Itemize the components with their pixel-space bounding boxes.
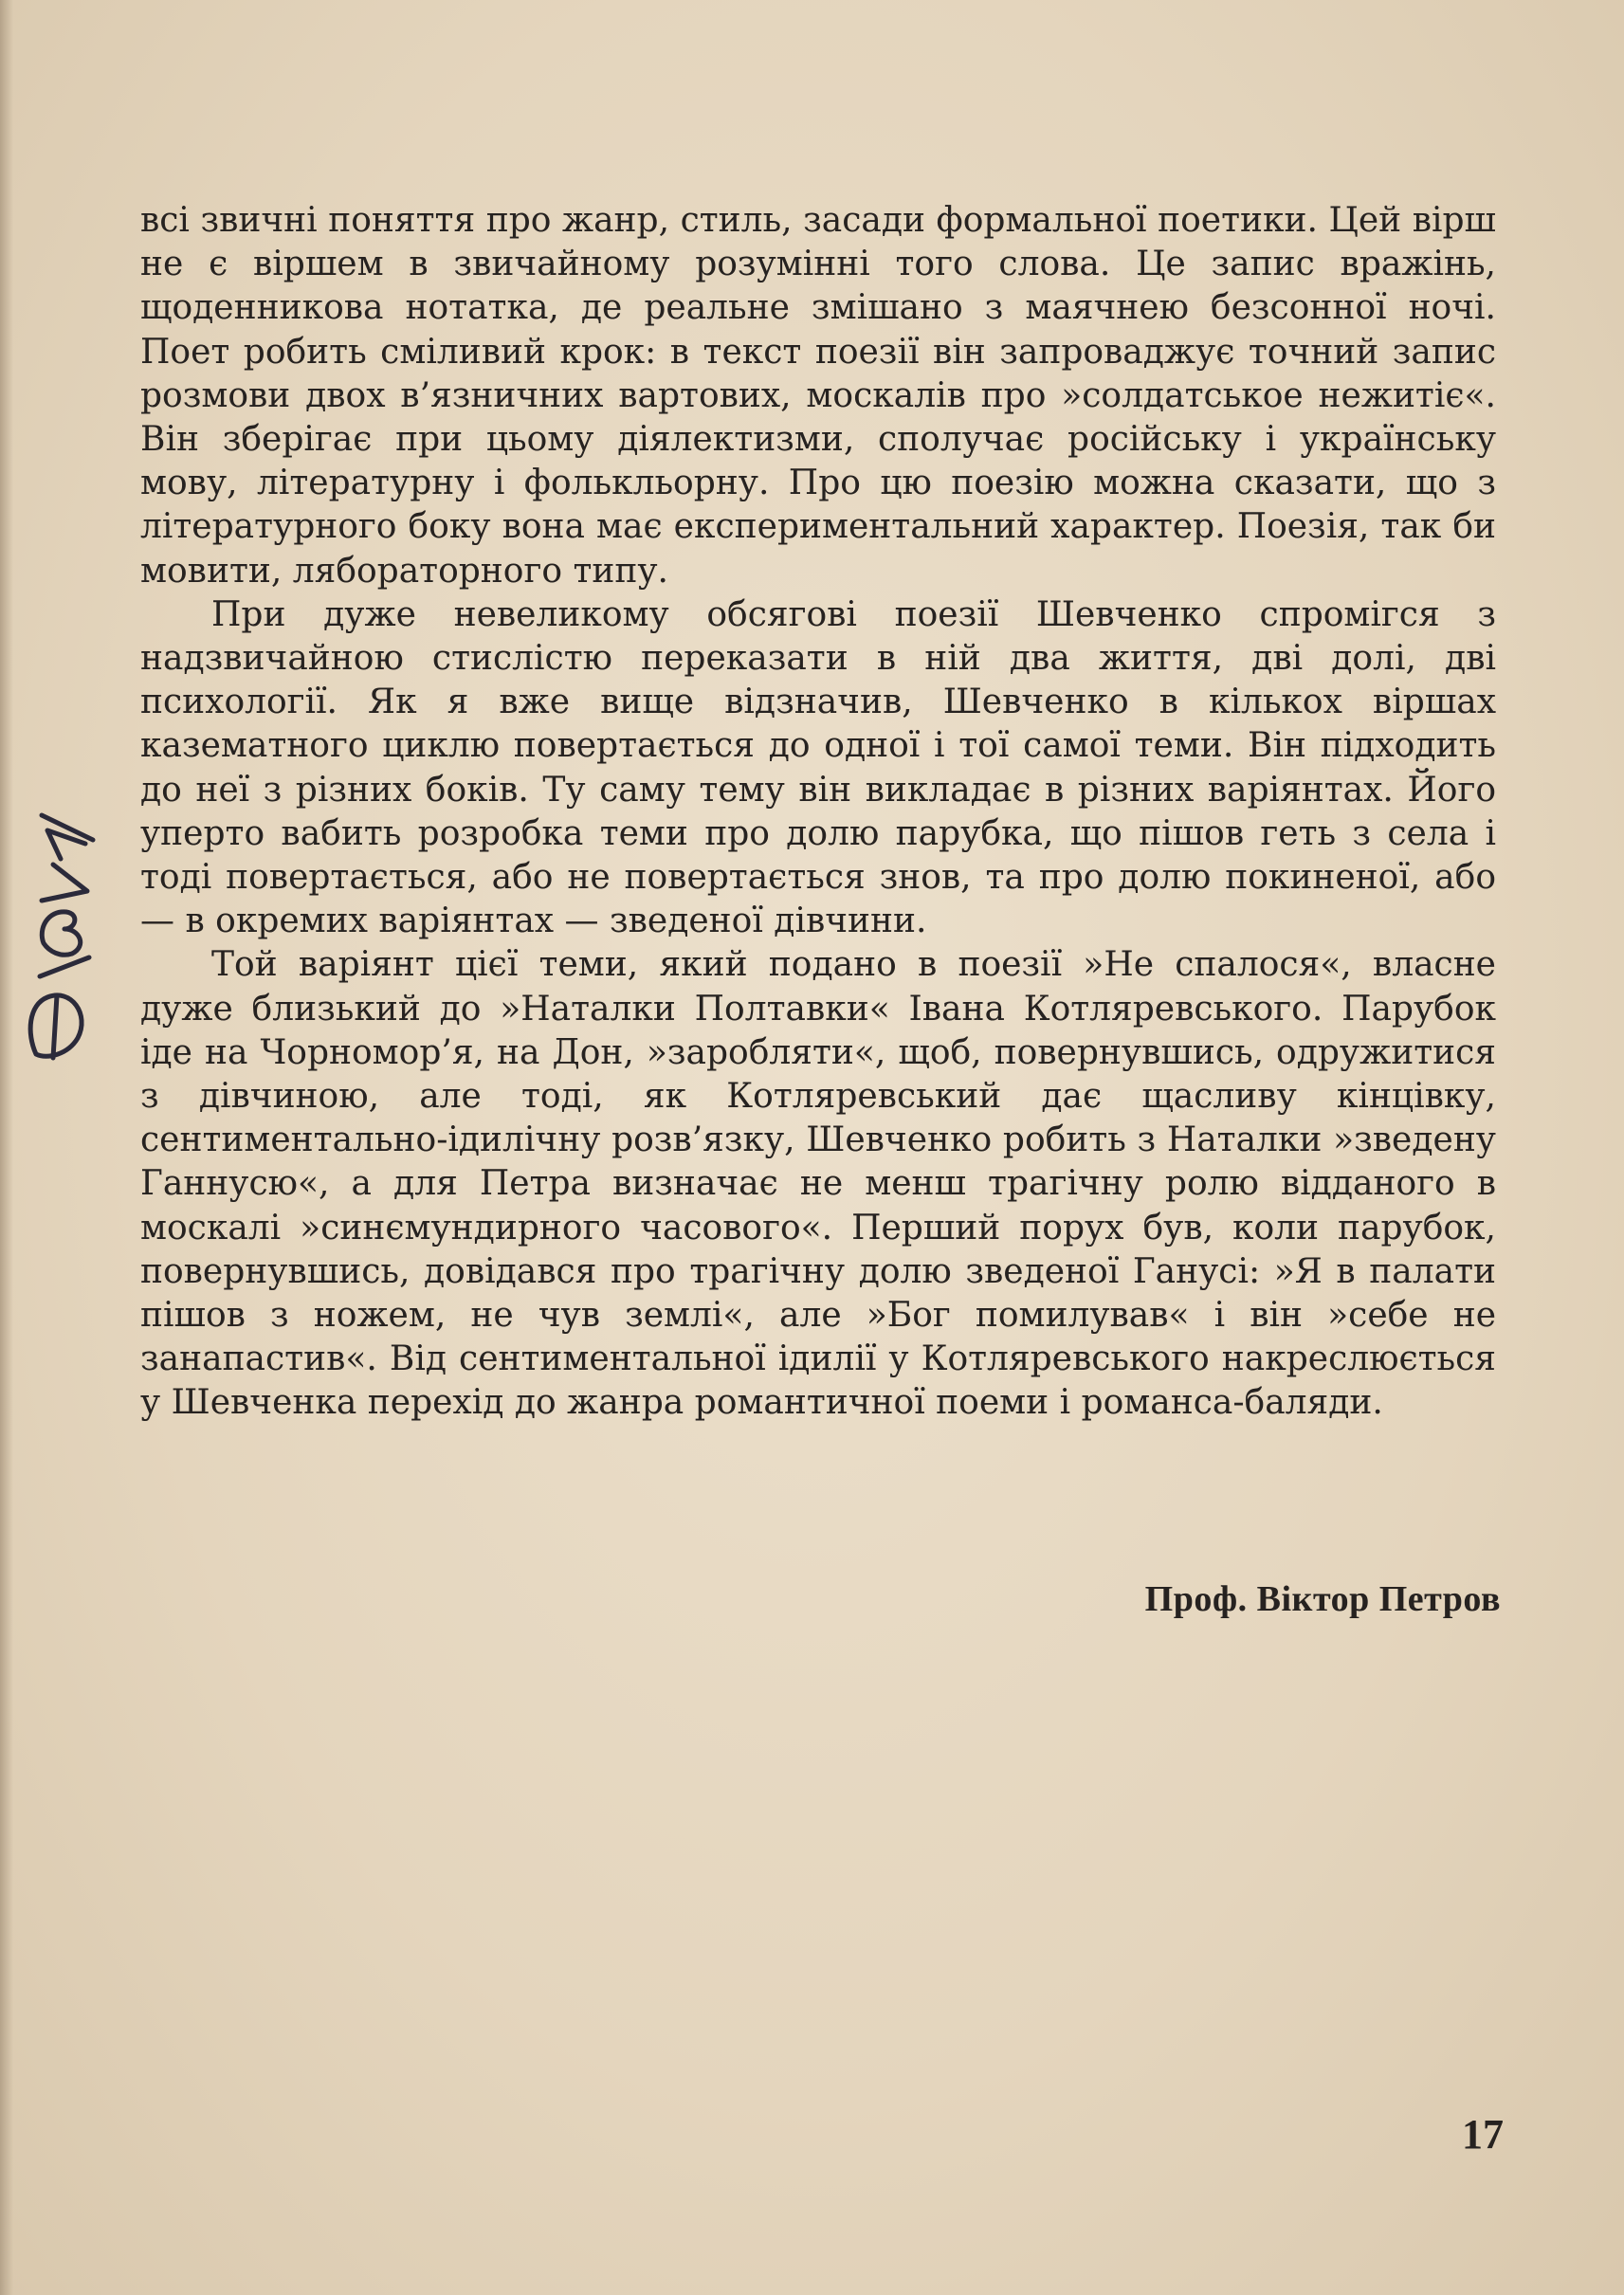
archive-handwritten-mark — [19, 777, 109, 1062]
paragraph-3: Той варіянт цієї теми, який подано в поезії »Не спалося«, власне дуже близький до »Наталки Полтавки« Івана Котляревського. Парубок іде на Чорномор’я, на Дон, »заробляти«, щоб, повернувшись, одружитися з дівчиною, але тоді, як Котляревський дає щасливу кінцівку, сентиментально-ідилічну розв’язку, Шевченко робить з Наталки »зведену Ганнусю«, а для Петра визначає не менш трагічну ролю відданого в москалі »синємундирного часового«. Перший порух був, коли парубок, повернувшись, довідався про трагічну долю зведеної Ганусі: »Я в палати пішов з ножем, не чув землі«, але »Бог помилував« і він »себе не занапастив«. Від сентиментальної ідилії у Котляревського накреслюється у Шевченка перехід до жанра романтичної поеми і романса-баляди. — [140, 945, 1496, 1423]
paragraph-1: всі звичні поняття про жанр, стиль, засади формальної поетики. Цей вірш не є віршем в звичайному розумінні того слова. Це запис вражінь, щоденникова нотатка, де реальне змішано з маячнею безсонної ночі. Поет робить сміливий крок: в текст поезії він запроваджує точний запис розмови двох в’язничних вартових, москалів про »солдатськое нежитіє«. Він зберігає при цьому діялектизми, сполучає російську і українську мову, літературну і фолькльорну. Про цю поезію можна сказати, що з літературного боку вона має експериментальний характер. Поезія, так би мовити, ляборaторного типу. — [140, 201, 1496, 591]
author-signature: Проф. Віктор Петров — [1144, 1579, 1501, 1619]
page-number: 17 — [1462, 2111, 1504, 2158]
paragraph-2: При дуже невеликому обсягові поезії Шевченко спромігся з надзвичайною стислістю переказати в ній два життя, дві долі, дві психології. Як я вже вище відзначив, Шевченко в кількох віршах казематного циклю повертається до одної і тої самої теми. Він підходить до неї з різних боків. Ту саму тему він викладає в різних варіянтах. Його уперто вабить розробка теми про долю парубка, що пішов геть з села і тоді повертається, або не повертається знов, та про долю покиненої, або — в окремих варіянтах — зведеної дівчини. — [140, 594, 1496, 941]
page-edge-shadow — [0, 0, 13, 2295]
article-body — [140, 199, 1496, 1426]
